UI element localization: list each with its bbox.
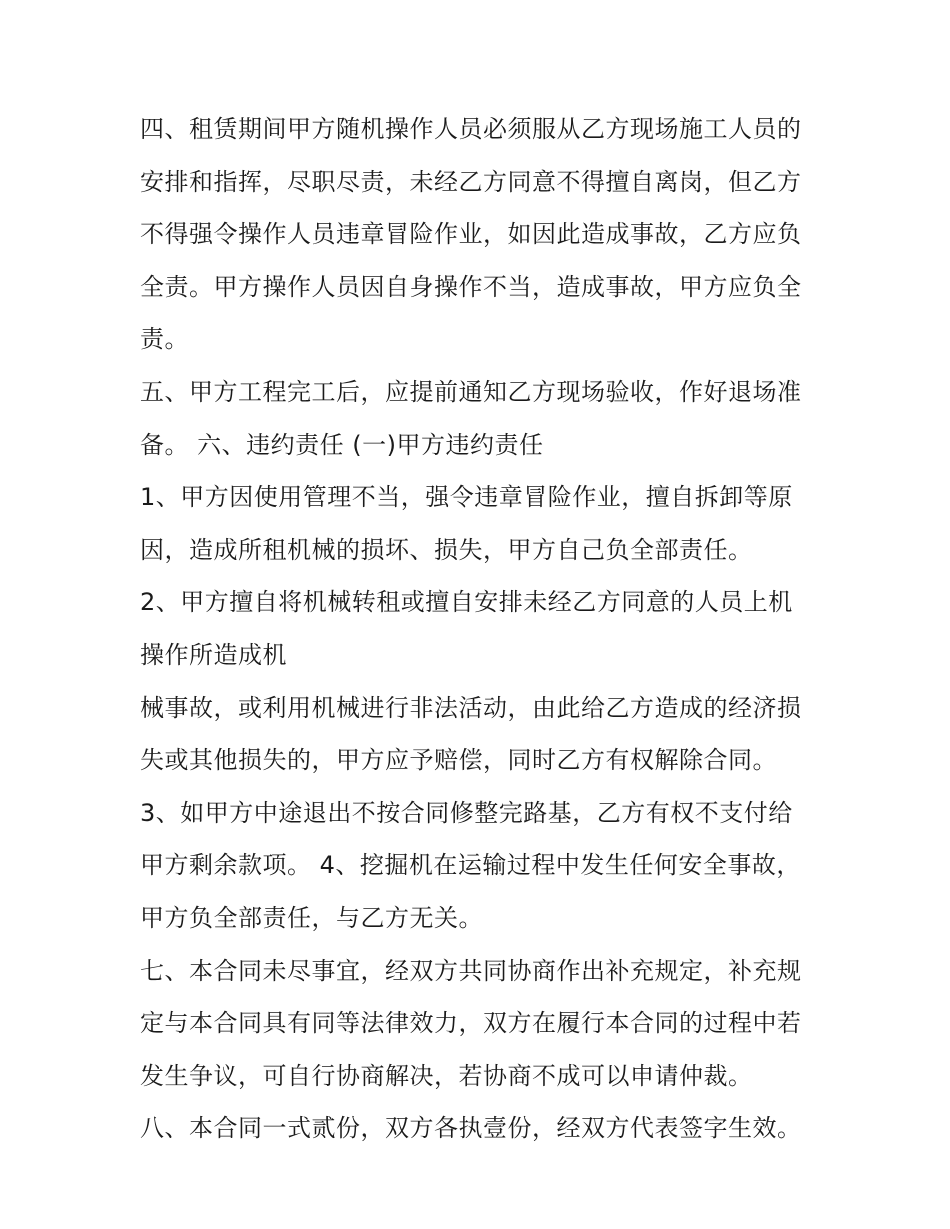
text-line: 失或其他损失的，甲方应予赔偿，同时乙方有权解除合同。 [140, 746, 777, 775]
text-line: 不得强令操作人员违章冒险作业，如因此造成事故，乙方应负 [140, 220, 802, 249]
text-line: 定与本合同具有同等法律效力，双方在履行本合同的过程中若 [140, 1009, 802, 1038]
text-line: 操作所造成机 [140, 640, 287, 669]
text-line: 2、甲方擅自将机械转租或擅自安排未经乙方同意的人员上机 [140, 588, 793, 617]
text-line: 七、本合同未尽事宜，经双方共同协商作出补充规定，补充规 [140, 956, 802, 985]
text-line: 械事故，或利用机械进行非法活动，由此给乙方造成的经济损 [140, 693, 802, 722]
text-line: 八、本合同一式贰份，双方各执壹份，经双方代表签字生效。 [140, 1114, 802, 1143]
text-line: 备。 六、违约责任 (一)甲方违约责任 [140, 430, 544, 459]
text-line: 全责。甲方操作人员因自身操作不当，造成事故，甲方应负全 [140, 272, 802, 301]
text-line: 因，造成所租机械的损坏、损失，甲方自己负全部责任。 [140, 535, 753, 564]
text-line: 甲方剩余款项。 4、挖掘机在运输过程中发生任何安全事故， [140, 851, 801, 880]
text-line: 四、租赁期间甲方随机操作人员必须服从乙方现场施工人员的 [140, 115, 802, 143]
text-line: 责。 [140, 325, 189, 354]
text-line: 3、如甲方中途退出不按合同修整完路基，乙方有权不支付给 [140, 798, 793, 827]
text-line: 五、甲方工程完工后，应提前通知乙方现场验收，作好退场准 [140, 377, 802, 406]
text-line: 甲方负全部责任，与乙方无关。 [140, 903, 483, 932]
text-line: 发生争议，可自行协商解决，若协商不成可以申请仲裁。 [140, 1061, 753, 1090]
text-line: 1、甲方因使用管理不当，强令违章冒险作业，擅自拆卸等原 [140, 483, 793, 512]
text-line: 安排和指挥，尽职尽责，未经乙方同意不得擅自离岗，但乙方 [140, 167, 802, 196]
contract-text [140, 103, 820, 1155]
